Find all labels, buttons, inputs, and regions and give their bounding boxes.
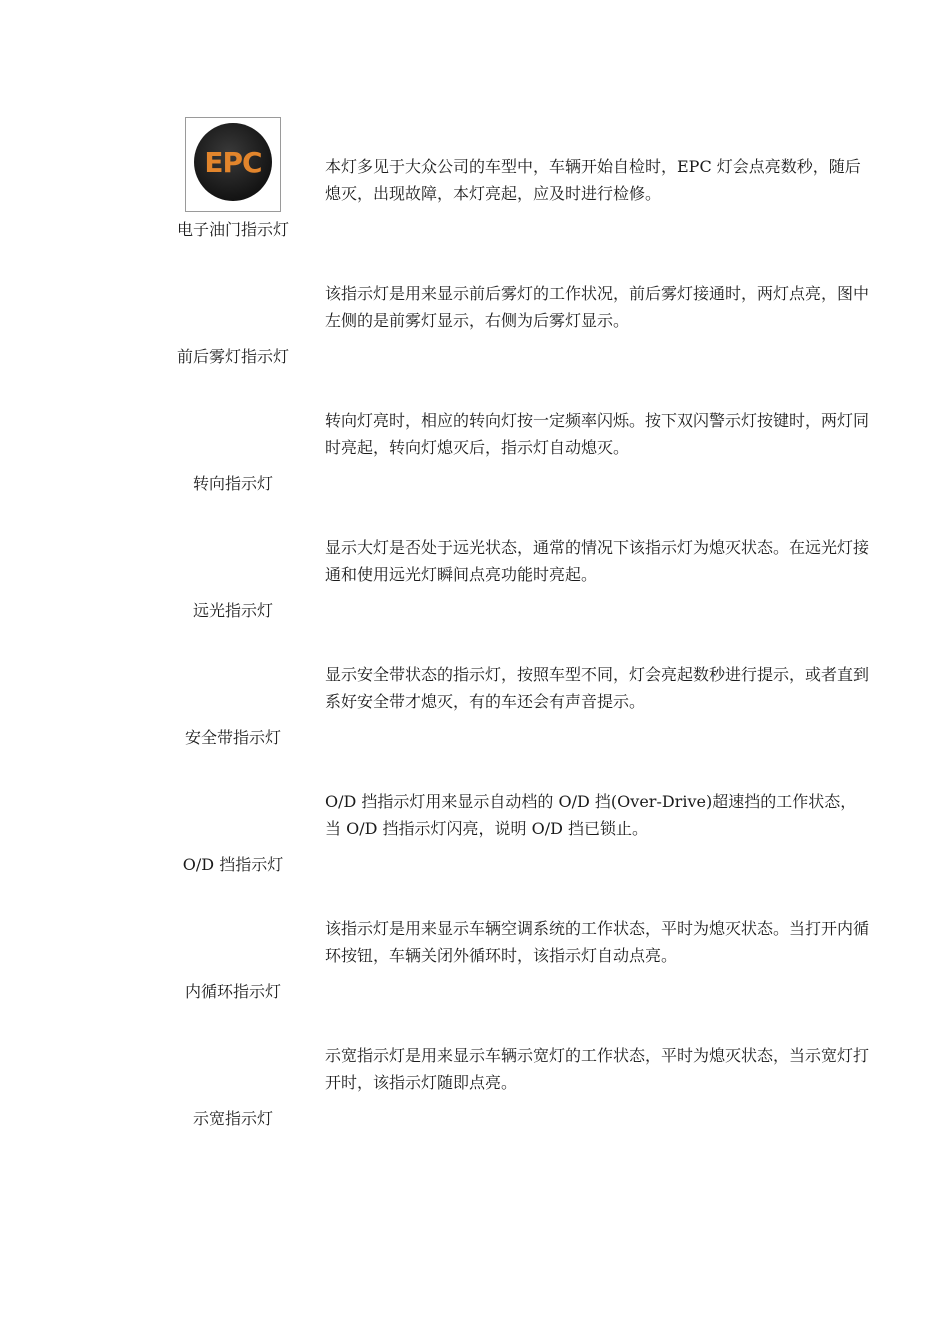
- epc-icon: [194, 123, 272, 201]
- entry-description: 该指示灯是用来显示车辆空调系统的工作状态，平时为熄灭状态。当打开内循环按钮，车辆关闭外循环时，该指示灯自动点亮。: [325, 919, 870, 965]
- entry-label: 电子油门指示灯: [176, 220, 289, 239]
- entry-description: 转向灯亮时，相应的转向灯按一定频率闪烁。按下双闪警示灯按键时，两灯同时亮起，转向灯熄灭后，指示灯自动熄灭。: [325, 411, 870, 457]
- entry-label: 前后雾灯指示灯: [176, 347, 289, 366]
- epc-icon-frame: [185, 117, 281, 212]
- entry-high-beam: [0, 498, 950, 625]
- entry-overdrive: [0, 752, 950, 879]
- entry-description: 显示安全带状态的指示灯，按照车型不同，灯会亮起数秒进行提示，或者直到系好安全带才熄灭，有的车还会有声音提示。: [325, 665, 870, 711]
- entry-fog-lights: [0, 244, 950, 371]
- entry-seatbelt: [0, 625, 950, 752]
- entry-label: 内循环指示灯: [184, 982, 281, 1001]
- epc-icon-text: EPC: [204, 145, 262, 179]
- entry-description: 本灯多见于大众公司的车型中，车辆开始自检时，EPC 灯会点亮数秒，随后熄灭，出现故障，本灯亮起，应及时进行检修。: [325, 157, 861, 203]
- entry-description: 该指示灯是用来显示前后雾灯的工作状况，前后雾灯接通时，两灯点亮，图中左侧的是前雾灯显示，右侧为后雾灯显示。: [325, 284, 870, 330]
- entry-description: 示宽指示灯是用来显示车辆示宽灯的工作状态，平时为熄灭状态，当示宽灯打开时，该指示灯随即点亮。: [325, 1046, 870, 1092]
- entry-label: 远光指示灯: [192, 601, 273, 620]
- entry-description: O/D 挡指示灯用来显示自动档的 O/D 挡(Over-Drive)超速挡的工作状态，当 O/D 挡指示灯闪亮，说明 O/D 挡已锁止。: [325, 792, 857, 838]
- entry-label: 示宽指示灯: [192, 1109, 273, 1128]
- entry-recirculation: [0, 879, 950, 1006]
- entry-label: 转向指示灯: [192, 474, 273, 493]
- entry-label: O/D 挡指示灯: [182, 855, 284, 874]
- entry-description: 显示大灯是否处于远光状态，通常的情况下该指示灯为熄灭状态。在远光灯接通和使用远光灯瞬间点亮功能时亮起。: [325, 538, 870, 584]
- entry-turn-signal: [0, 371, 950, 498]
- entry-label: 安全带指示灯: [184, 728, 281, 747]
- entry-clearance-lamp: [0, 1006, 950, 1133]
- entry-epc: [0, 117, 950, 244]
